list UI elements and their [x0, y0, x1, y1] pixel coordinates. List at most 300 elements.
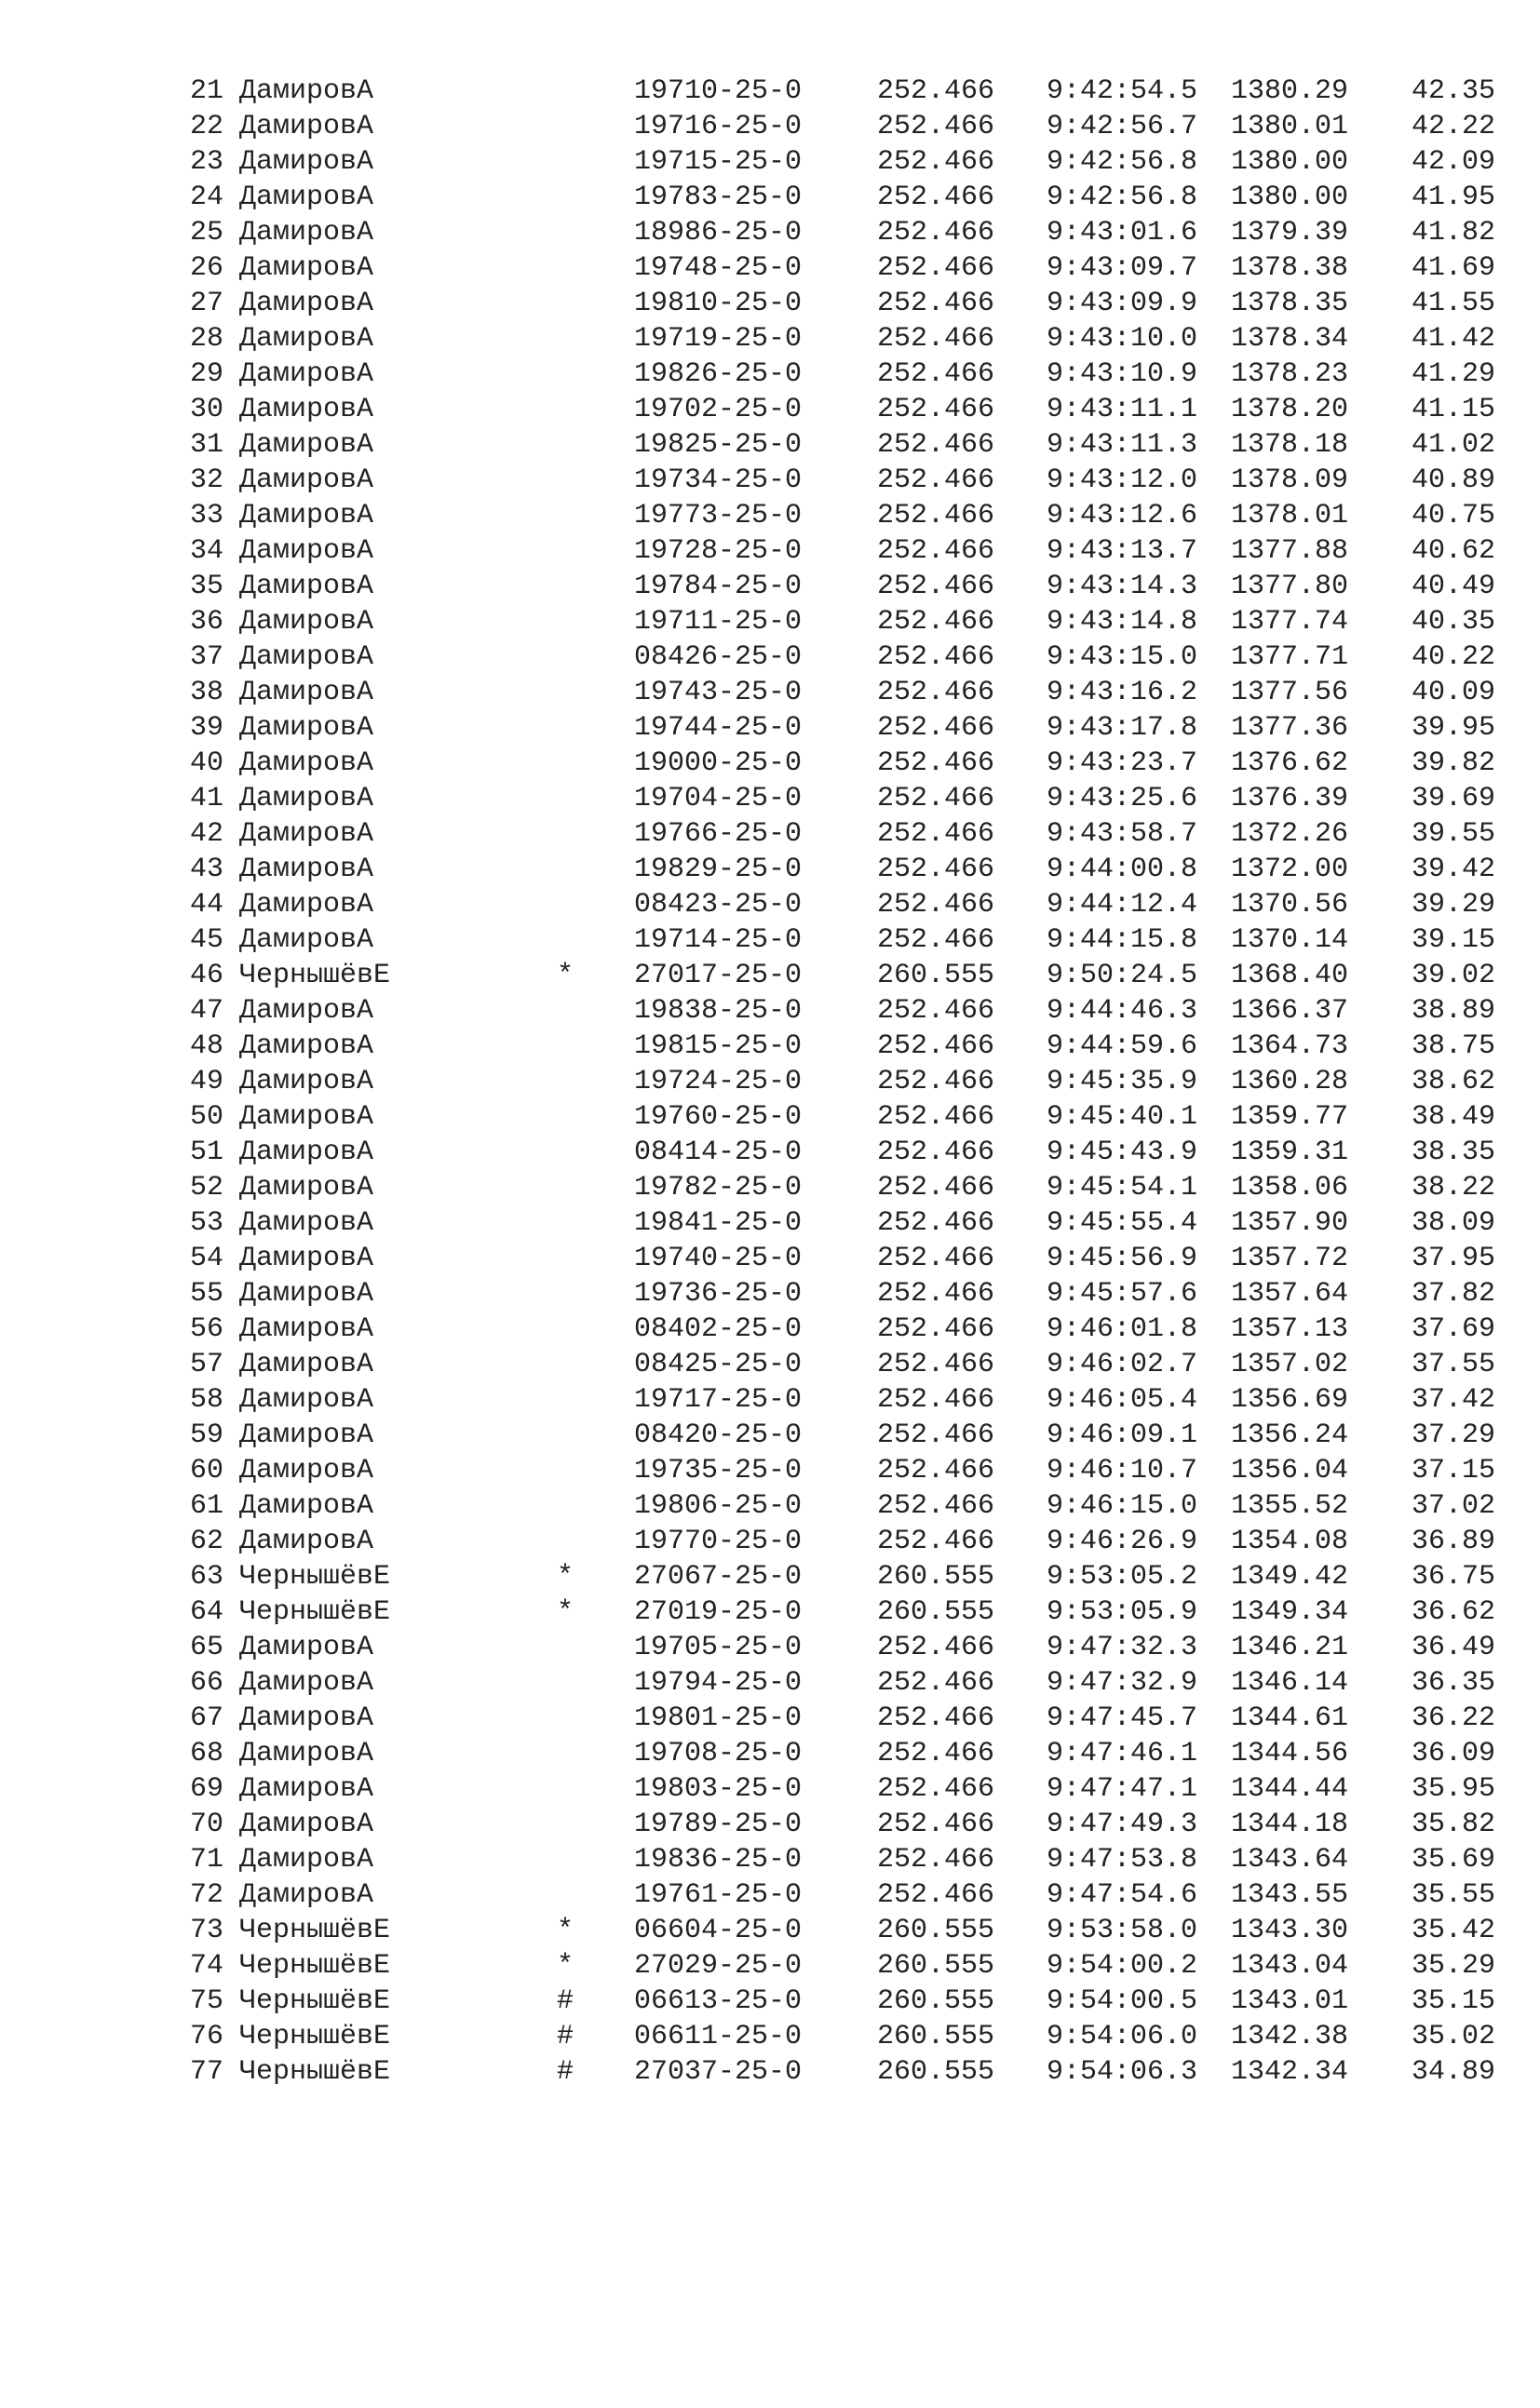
arrival-time: 9:45:56.9 [1047, 1243, 1198, 1274]
place-number: 41 [189, 783, 223, 814]
ring-number: 19770-25-0 [634, 1526, 803, 1557]
place-number: 75 [189, 1985, 223, 2017]
speed-value: 1356.24 [1231, 1419, 1349, 1451]
result-row [0, 1771, 1540, 1807]
ring-number: 18986-25-0 [634, 217, 803, 249]
speed-value: 1357.72 [1231, 1243, 1349, 1274]
distance-value: 252.466 [877, 182, 995, 213]
place-number: 37 [189, 641, 223, 673]
place-number: 39 [189, 712, 223, 744]
fancier-name: ДамировА [239, 1773, 374, 1805]
fancier-name: ДамировА [239, 606, 374, 638]
result-row [0, 852, 1540, 887]
result-row [0, 1701, 1540, 1736]
arrival-time: 9:46:02.7 [1047, 1349, 1198, 1380]
distance-value: 252.466 [877, 854, 995, 885]
speed-value: 1343.55 [1231, 1879, 1349, 1911]
ring-number: 19724-25-0 [634, 1066, 803, 1097]
fancier-name: ДамировА [239, 535, 374, 567]
place-number: 31 [189, 429, 223, 461]
place-number: 61 [189, 1490, 223, 1522]
fancier-name: ДамировА [239, 1702, 374, 1734]
result-row [0, 74, 1540, 109]
score-value: 40.49 [1411, 571, 1495, 602]
arrival-time: 9:45:57.6 [1047, 1278, 1198, 1310]
fancier-name: ДамировА [239, 182, 374, 213]
place-number: 42 [189, 818, 223, 850]
ring-number: 19836-25-0 [634, 1844, 803, 1876]
score-value: 42.09 [1411, 146, 1495, 178]
result-row [0, 675, 1540, 710]
fancier-name: ДамировА [239, 429, 374, 461]
ring-number: 19789-25-0 [634, 1809, 803, 1840]
distance-value: 260.555 [877, 1596, 995, 1628]
distance-value: 252.466 [877, 1809, 995, 1840]
arrival-time: 9:54:00.2 [1047, 1950, 1198, 1982]
place-number: 55 [189, 1278, 223, 1310]
speed-value: 1344.56 [1231, 1738, 1349, 1769]
arrival-time: 9:45:54.1 [1047, 1172, 1198, 1204]
ring-number: 19744-25-0 [634, 712, 803, 744]
place-number: 34 [189, 535, 223, 567]
speed-value: 1378.09 [1231, 464, 1349, 496]
speed-value: 1349.34 [1231, 1596, 1349, 1628]
fancier-name: ДамировА [239, 1243, 374, 1274]
result-row [0, 1488, 1540, 1524]
score-value: 38.09 [1411, 1207, 1495, 1239]
distance-value: 252.466 [877, 1101, 995, 1133]
distance-value: 252.466 [877, 712, 995, 744]
score-value: 40.35 [1411, 606, 1495, 638]
ring-number: 19728-25-0 [634, 535, 803, 567]
distance-value: 252.466 [877, 75, 995, 107]
result-row [0, 1948, 1540, 1984]
arrival-time: 9:47:47.1 [1047, 1773, 1198, 1805]
speed-value: 1357.64 [1231, 1278, 1349, 1310]
distance-value: 252.466 [877, 1738, 995, 1769]
result-row [0, 1453, 1540, 1488]
arrival-time: 9:46:05.4 [1047, 1384, 1198, 1416]
ring-number: 19784-25-0 [634, 571, 803, 602]
result-row [0, 1807, 1540, 1842]
ring-number: 08414-25-0 [634, 1137, 803, 1168]
distance-value: 252.466 [877, 1419, 995, 1451]
ring-number: 19748-25-0 [634, 252, 803, 284]
entry-mark: * [557, 960, 574, 991]
place-number: 58 [189, 1384, 223, 1416]
arrival-time: 9:43:09.7 [1047, 252, 1198, 284]
speed-value: 1378.01 [1231, 500, 1349, 531]
result-row [0, 1170, 1540, 1205]
place-number: 67 [189, 1702, 223, 1734]
speed-value: 1343.04 [1231, 1950, 1349, 1982]
arrival-time: 9:42:56.8 [1047, 146, 1198, 178]
place-number: 56 [189, 1313, 223, 1345]
ring-number: 19740-25-0 [634, 1243, 803, 1274]
speed-value: 1359.31 [1231, 1137, 1349, 1168]
speed-value: 1357.90 [1231, 1207, 1349, 1239]
score-value: 36.22 [1411, 1702, 1495, 1734]
arrival-time: 9:46:10.7 [1047, 1455, 1198, 1487]
distance-value: 260.555 [877, 960, 995, 991]
speed-value: 1346.21 [1231, 1632, 1349, 1663]
ring-number: 19761-25-0 [634, 1879, 803, 1911]
arrival-time: 9:53:05.9 [1047, 1596, 1198, 1628]
distance-value: 252.466 [877, 1773, 995, 1805]
arrival-time: 9:45:35.9 [1047, 1066, 1198, 1097]
place-number: 71 [189, 1844, 223, 1876]
result-row [0, 1984, 1540, 2019]
fancier-name: ДамировА [239, 995, 374, 1027]
score-value: 35.95 [1411, 1773, 1495, 1805]
fancier-name: ДамировА [239, 358, 374, 390]
place-number: 21 [189, 75, 223, 107]
arrival-time: 9:47:32.3 [1047, 1632, 1198, 1663]
score-value: 41.42 [1411, 323, 1495, 355]
score-value: 35.02 [1411, 2021, 1495, 2052]
result-row [0, 569, 1540, 604]
score-value: 39.95 [1411, 712, 1495, 744]
ring-number: 06613-25-0 [634, 1985, 803, 2017]
place-number: 77 [189, 2056, 223, 2088]
arrival-time: 9:43:10.9 [1047, 358, 1198, 390]
fancier-name: ДамировА [239, 1349, 374, 1380]
score-value: 34.89 [1411, 2056, 1495, 2088]
distance-value: 252.466 [877, 606, 995, 638]
place-number: 33 [189, 500, 223, 531]
arrival-time: 9:47:45.7 [1047, 1702, 1198, 1734]
result-row [0, 286, 1540, 321]
speed-value: 1372.26 [1231, 818, 1349, 850]
distance-value: 260.555 [877, 1985, 995, 2017]
speed-value: 1378.35 [1231, 288, 1349, 319]
distance-value: 252.466 [877, 1384, 995, 1416]
speed-value: 1357.02 [1231, 1349, 1349, 1380]
fancier-name: ДамировА [239, 1278, 374, 1310]
ring-number: 27017-25-0 [634, 960, 803, 991]
fancier-name: ЧернышёвЕ [239, 1561, 391, 1593]
distance-value: 252.466 [877, 571, 995, 602]
fancier-name: ДамировА [239, 854, 374, 885]
score-value: 40.89 [1411, 464, 1495, 496]
speed-value: 1368.40 [1231, 960, 1349, 991]
place-number: 68 [189, 1738, 223, 1769]
result-row [0, 604, 1540, 639]
result-row [0, 1524, 1540, 1559]
fancier-name: ДамировА [239, 1384, 374, 1416]
fancier-name: ДамировА [239, 217, 374, 249]
fancier-name: ДамировА [239, 889, 374, 921]
place-number: 44 [189, 889, 223, 921]
score-value: 35.15 [1411, 1985, 1495, 2017]
score-value: 38.62 [1411, 1066, 1495, 1097]
arrival-time: 9:47:32.9 [1047, 1667, 1198, 1699]
speed-value: 1344.61 [1231, 1702, 1349, 1734]
result-row [0, 215, 1540, 250]
score-value: 41.15 [1411, 394, 1495, 425]
ring-number: 19735-25-0 [634, 1455, 803, 1487]
ring-number: 19825-25-0 [634, 429, 803, 461]
place-number: 40 [189, 747, 223, 779]
fancier-name: ЧернышёвЕ [239, 1985, 391, 2017]
speed-value: 1342.34 [1231, 2056, 1349, 2088]
fancier-name: ЧернышёвЕ [239, 960, 391, 991]
distance-value: 252.466 [877, 1526, 995, 1557]
distance-value: 252.466 [877, 1702, 995, 1734]
score-value: 40.22 [1411, 641, 1495, 673]
ring-number: 19719-25-0 [634, 323, 803, 355]
arrival-time: 9:43:16.2 [1047, 677, 1198, 708]
score-value: 36.35 [1411, 1667, 1495, 1699]
ring-number: 19794-25-0 [634, 1667, 803, 1699]
place-number: 36 [189, 606, 223, 638]
distance-value: 252.466 [877, 1844, 995, 1876]
speed-value: 1344.44 [1231, 1773, 1349, 1805]
place-number: 25 [189, 217, 223, 249]
result-row [0, 427, 1540, 463]
speed-value: 1354.08 [1231, 1526, 1349, 1557]
arrival-time: 9:46:26.9 [1047, 1526, 1198, 1557]
arrival-time: 9:50:24.5 [1047, 960, 1198, 991]
entry-mark: * [557, 1596, 574, 1628]
fancier-name: ДамировА [239, 288, 374, 319]
score-value: 40.75 [1411, 500, 1495, 531]
score-value: 41.55 [1411, 288, 1495, 319]
place-number: 66 [189, 1667, 223, 1699]
place-number: 51 [189, 1137, 223, 1168]
result-row [0, 1665, 1540, 1701]
speed-value: 1380.01 [1231, 111, 1349, 142]
distance-value: 252.466 [877, 429, 995, 461]
ring-number: 19766-25-0 [634, 818, 803, 850]
distance-value: 252.466 [877, 1349, 995, 1380]
fancier-name: ДамировА [239, 75, 374, 107]
arrival-time: 9:53:05.2 [1047, 1561, 1198, 1593]
ring-number: 08423-25-0 [634, 889, 803, 921]
speed-value: 1349.42 [1231, 1561, 1349, 1593]
fancier-name: ДамировА [239, 1526, 374, 1557]
result-row [0, 710, 1540, 746]
ring-number: 08420-25-0 [634, 1419, 803, 1451]
fancier-name: ДамировА [239, 571, 374, 602]
ring-number: 19803-25-0 [634, 1773, 803, 1805]
speed-value: 1376.39 [1231, 783, 1349, 814]
place-number: 63 [189, 1561, 223, 1593]
place-number: 65 [189, 1632, 223, 1663]
distance-value: 252.466 [877, 1632, 995, 1663]
score-value: 37.29 [1411, 1419, 1495, 1451]
result-row [0, 392, 1540, 427]
ring-number: 19716-25-0 [634, 111, 803, 142]
ring-number: 19801-25-0 [634, 1702, 803, 1734]
ring-number: 19734-25-0 [634, 464, 803, 496]
fancier-name: ДамировА [239, 1738, 374, 1769]
arrival-time: 9:43:11.1 [1047, 394, 1198, 425]
fancier-name: ДамировА [239, 500, 374, 531]
result-row [0, 533, 1540, 569]
distance-value: 252.466 [877, 641, 995, 673]
ring-number: 08426-25-0 [634, 641, 803, 673]
distance-value: 252.466 [877, 747, 995, 779]
ring-number: 19704-25-0 [634, 783, 803, 814]
fancier-name: ДамировА [239, 1101, 374, 1133]
score-value: 37.55 [1411, 1349, 1495, 1380]
fancier-name: ЧернышёвЕ [239, 2056, 391, 2088]
place-number: 45 [189, 924, 223, 956]
distance-value: 252.466 [877, 1137, 995, 1168]
entry-mark: # [557, 1985, 574, 2017]
distance-value: 252.466 [877, 1207, 995, 1239]
place-number: 26 [189, 252, 223, 284]
speed-value: 1380.00 [1231, 182, 1349, 213]
place-number: 52 [189, 1172, 223, 1204]
speed-value: 1366.37 [1231, 995, 1349, 1027]
fancier-name: ДамировА [239, 1172, 374, 1204]
score-value: 38.89 [1411, 995, 1495, 1027]
fancier-name: ДамировА [239, 1667, 374, 1699]
place-number: 73 [189, 1915, 223, 1946]
entry-mark: * [557, 1950, 574, 1982]
speed-value: 1370.56 [1231, 889, 1349, 921]
speed-value: 1378.23 [1231, 358, 1349, 390]
place-number: 69 [189, 1773, 223, 1805]
distance-value: 260.555 [877, 1561, 995, 1593]
place-number: 62 [189, 1526, 223, 1557]
result-row [0, 781, 1540, 816]
arrival-time: 9:43:11.3 [1047, 429, 1198, 461]
ring-number: 27037-25-0 [634, 2056, 803, 2088]
speed-value: 1370.14 [1231, 924, 1349, 956]
fancier-name: ДамировА [239, 677, 374, 708]
arrival-time: 9:43:10.0 [1047, 323, 1198, 355]
distance-value: 252.466 [877, 146, 995, 178]
place-number: 76 [189, 2021, 223, 2052]
distance-value: 252.466 [877, 252, 995, 284]
distance-value: 252.466 [877, 995, 995, 1027]
place-number: 46 [189, 960, 223, 991]
result-row [0, 1276, 1540, 1312]
score-value: 35.42 [1411, 1915, 1495, 1946]
fancier-name: ЧернышёвЕ [239, 2021, 391, 2052]
distance-value: 252.466 [877, 1313, 995, 1345]
result-row [0, 1241, 1540, 1276]
fancier-name: ДамировА [239, 1030, 374, 1062]
place-number: 23 [189, 146, 223, 178]
arrival-time: 9:42:56.7 [1047, 111, 1198, 142]
arrival-time: 9:44:59.6 [1047, 1030, 1198, 1062]
score-value: 39.42 [1411, 854, 1495, 885]
arrival-time: 9:46:09.1 [1047, 1419, 1198, 1451]
ring-number: 19000-25-0 [634, 747, 803, 779]
entry-mark: # [557, 2021, 574, 2052]
score-value: 39.02 [1411, 960, 1495, 991]
arrival-time: 9:43:23.7 [1047, 747, 1198, 779]
ring-number: 19710-25-0 [634, 75, 803, 107]
fancier-name: ДамировА [239, 1844, 374, 1876]
result-row [0, 1064, 1540, 1099]
distance-value: 252.466 [877, 1879, 995, 1911]
score-value: 38.49 [1411, 1101, 1495, 1133]
ring-number: 19711-25-0 [634, 606, 803, 638]
arrival-time: 9:43:14.8 [1047, 606, 1198, 638]
ring-number: 19705-25-0 [634, 1632, 803, 1663]
fancier-name: ДамировА [239, 924, 374, 956]
speed-value: 1343.64 [1231, 1844, 1349, 1876]
place-number: 70 [189, 1809, 223, 1840]
result-row [0, 250, 1540, 286]
arrival-time: 9:46:01.8 [1047, 1313, 1198, 1345]
arrival-time: 9:42:56.8 [1047, 182, 1198, 213]
distance-value: 260.555 [877, 1950, 995, 1982]
fancier-name: ЧернышёвЕ [239, 1915, 391, 1946]
score-value: 37.42 [1411, 1384, 1495, 1416]
fancier-name: ДамировА [239, 747, 374, 779]
speed-value: 1359.77 [1231, 1101, 1349, 1133]
arrival-time: 9:47:54.6 [1047, 1879, 1198, 1911]
entry-mark: # [557, 2056, 574, 2088]
score-value: 39.15 [1411, 924, 1495, 956]
speed-value: 1377.71 [1231, 641, 1349, 673]
score-value: 42.22 [1411, 111, 1495, 142]
arrival-time: 9:42:54.5 [1047, 75, 1198, 107]
score-value: 40.09 [1411, 677, 1495, 708]
place-number: 29 [189, 358, 223, 390]
distance-value: 252.466 [877, 1455, 995, 1487]
ring-number: 19826-25-0 [634, 358, 803, 390]
fancier-name: ЧернышёвЕ [239, 1950, 391, 1982]
distance-value: 252.466 [877, 217, 995, 249]
distance-value: 252.466 [877, 111, 995, 142]
fancier-name: ДамировА [239, 464, 374, 496]
result-row [0, 639, 1540, 675]
arrival-time: 9:43:15.0 [1047, 641, 1198, 673]
speed-value: 1377.80 [1231, 571, 1349, 602]
arrival-time: 9:44:00.8 [1047, 854, 1198, 885]
arrival-time: 9:45:55.4 [1047, 1207, 1198, 1239]
fancier-name: ЧернышёвЕ [239, 1596, 391, 1628]
ring-number: 19715-25-0 [634, 146, 803, 178]
result-row [0, 1135, 1540, 1170]
ring-number: 27019-25-0 [634, 1596, 803, 1628]
place-number: 38 [189, 677, 223, 708]
arrival-time: 9:43:12.0 [1047, 464, 1198, 496]
score-value: 37.69 [1411, 1313, 1495, 1345]
score-value: 37.02 [1411, 1490, 1495, 1522]
ring-number: 19717-25-0 [634, 1384, 803, 1416]
result-row [0, 1877, 1540, 1913]
score-value: 38.35 [1411, 1137, 1495, 1168]
distance-value: 252.466 [877, 535, 995, 567]
score-value: 35.29 [1411, 1950, 1495, 1982]
speed-value: 1378.18 [1231, 429, 1349, 461]
result-row [0, 1029, 1540, 1064]
score-value: 35.69 [1411, 1844, 1495, 1876]
fancier-name: ДамировА [239, 818, 374, 850]
place-number: 24 [189, 182, 223, 213]
result-row [0, 1382, 1540, 1418]
score-value: 39.29 [1411, 889, 1495, 921]
score-value: 35.82 [1411, 1809, 1495, 1840]
fancier-name: ДамировА [239, 1207, 374, 1239]
fancier-name: ДамировА [239, 146, 374, 178]
distance-value: 252.466 [877, 924, 995, 956]
distance-value: 252.466 [877, 1066, 995, 1097]
fancier-name: ДамировА [239, 1632, 374, 1663]
score-value: 38.22 [1411, 1172, 1495, 1204]
distance-value: 252.466 [877, 818, 995, 850]
score-value: 42.35 [1411, 75, 1495, 107]
score-value: 39.82 [1411, 747, 1495, 779]
